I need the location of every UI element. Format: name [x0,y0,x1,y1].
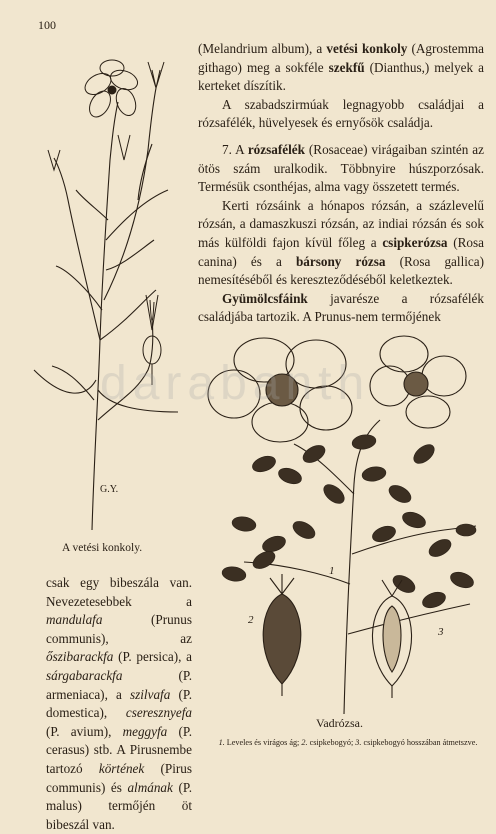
italic-term: körtének [98,760,145,776]
bold-term: szekfű [328,59,365,75]
italic-term: sárgabarackfa [46,667,123,683]
paragraph-4 [198,197,484,290]
italic-term: cseresznyefa [125,705,192,721]
text-run: (Dianthus,) melyek a kerteket díszítik. [198,59,484,94]
side-stem-left [54,158,100,340]
paragraph-1 [198,40,484,96]
rose-subcaption [206,737,490,748]
text-run: (Pirus communis) és [46,760,192,795]
bold-term: rózsafélék [247,141,305,157]
text-run: (P. cerasus) stb. A Pirusnembe tartozó [46,723,193,776]
rose-caption: Vadrózsa. [316,716,363,730]
leaf [34,370,96,393]
text-run: csak egy bibeszála van. Nevezetesebbek a [46,575,192,609]
corncockle-caption: A vetési konkoly. [62,542,143,554]
italic-term: mandulafa [46,612,103,628]
italic-term: meggyfa [122,723,168,739]
italic-term: őszibarackfa [46,649,114,665]
leaf [56,266,102,310]
italic-term: szilvafa [130,686,171,702]
figure-label-3: 3 [438,626,444,638]
main-text-column [198,40,484,327]
lower-text-column [46,574,192,834]
watermark: darabanth [100,357,371,410]
text-run: 7. A [222,141,248,157]
text-run: javarésze a rózsafélék családjába tartozik. A Prunus-nem termőjének [198,290,484,325]
bold-term: bársony rózsa [295,253,386,269]
text-run: (Prunus communis), az [46,612,192,646]
illustrator-signature: G.Y. [100,484,119,495]
main-stem [92,102,118,530]
italic-term: almának [127,779,173,795]
corncockle-illustration [28,40,198,540]
leaf [76,190,108,220]
rosehip [263,594,301,684]
figure-label-2: 2 [248,614,254,626]
text-run: (P. domestica), [46,686,192,721]
text-run: (P. malus) termőjén öt bibeszál van. [46,779,192,832]
caption-number: 1. [218,738,225,747]
text-run: (Agrostemma githago) meg a sokféle [198,41,484,75]
text-run: (Melandrium album), a [198,41,327,56]
paragraph-5 [198,290,484,327]
caption-text: csipkebogyó hosszában átmetszve. [361,738,478,747]
text-run: (Rosaceae) virágaiban szintén az ötös szám uralkodik. Többnyire húszporzósak. Termésük csonthéjas, alma vagy összetett termés. [198,141,484,195]
caption-number: 2. [301,738,308,747]
leaf [106,240,154,270]
text-run: (P. armeniaca), a [46,667,192,702]
bold-term: csipkerózsa [382,234,448,250]
caption-text: Leveles és virágos ág; [224,738,302,747]
bold-term: Gyümölcsfáink [222,290,308,306]
caption-number: 3. [355,738,362,747]
rose-flower-right [370,336,466,428]
caption-text: csipkebogyó; [307,738,356,747]
paragraph-3-rosaceae [198,141,484,197]
text-run: (P. avium), [46,723,123,739]
paragraph-2: A szabadszirmúak legnagyobb családjai a rózsafélék, hüvelyesek és ernyősök családja. [198,96,484,131]
text-run: (Rosa gallica) nemesítéséből és kereszteződéséből keletkeztek. [198,253,484,288]
text-run: (P. persica), a [113,649,192,665]
page-number: 100 [38,18,56,32]
text-run: (Rosa canina) és a [198,234,484,269]
text-run: Kerti rózsáink a hónapos rózsán, a százlevelű rózsán, a damaszkuszi rózsán, az indiai rózsán és sok más külföldi fajon kívül főleg a [198,197,484,250]
bold-term: vetési konkoly [326,41,408,56]
figure-label-1: 1 [329,565,335,577]
